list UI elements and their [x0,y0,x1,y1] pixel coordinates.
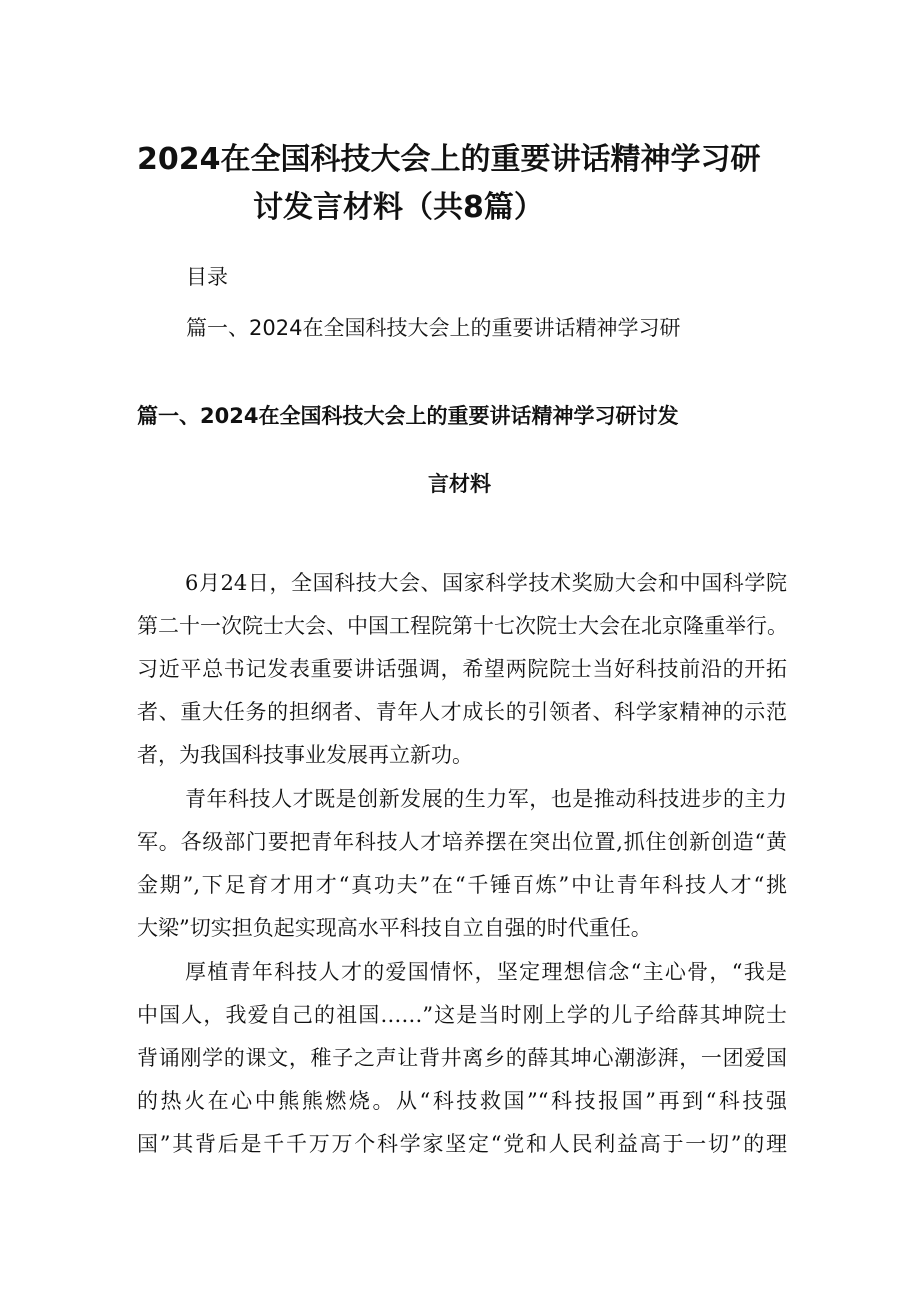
document-title-line-2: 讨发言材料（共8篇） [253,190,544,225]
toc-item-1[interactable]: 篇一、2024在全国科技大会上的重要讲话精神学习研 [186,316,681,340]
document-title-line-1: 2024在全国科技大会上的重要讲话精神学习研 [137,142,761,177]
paragraph-1-line-4: 者、重大任务的担纲者、青年人才成长的引领者、科学家精神的示范 [137,700,787,724]
paragraph-3-line-1: 厚植青年科技人才的爱国情怀，坚定理想信念“主心骨，“我是 [185,960,787,984]
paragraph-3-line-3: 背诵刚学的课文，稚子之声让背井离乡的薛其坤心潮澎湃，一团爱国 [137,1046,787,1070]
section-title-line-2: 言材料 [428,472,491,496]
paragraph-1-line-2: 第二十一次院士大会、中国工程院第十七次院士大会在北京隆重举行。 [137,614,788,638]
paragraph-3-line-5: 国”其背后是千千万万个科学家坚定“党和人民利益高于一切”的理 [137,1132,787,1156]
paragraph-1-line-3: 习近平总书记发表重要讲话强调，希望两院院士当好科技前沿的开拓 [137,657,787,681]
paragraph-2-line-4: 大梁”切实担负起实现高水平科技自立自强的时代重任。 [137,916,652,940]
paragraph-3-line-4: 的热火在心中熊熊燃烧。从“科技救国”“科技报国”再到“科技强 [137,1089,787,1113]
paragraph-1-line-1: 6月24日，全国科技大会、国家科学技术奖励大会和中国科学院 [185,571,787,595]
section-title-line-1: 篇一、2024在全国科技大会上的重要讲话精神学习研讨发 [137,404,679,428]
paragraph-2-line-1: 青年科技人才既是创新发展的生力军，也是推动科技进步的主力 [185,787,787,811]
paragraph-2-line-2: 军。各级部门要把青年科技人才培养摆在突出位置,抓住创新创造“黄 [137,830,787,854]
paragraph-3-line-2: 中国人，我爱自己的祖国……”这是当时刚上学的儿子给薛其坤院士 [137,1003,787,1027]
toc-heading: 目录 [186,265,228,289]
paragraph-1-line-5: 者，为我国科技事业发展再立新功。 [137,743,473,767]
paragraph-2-line-3: 金期”,下足育才用才“真功夫”在“千锤百炼”中让青年科技人才“挑 [137,873,787,897]
